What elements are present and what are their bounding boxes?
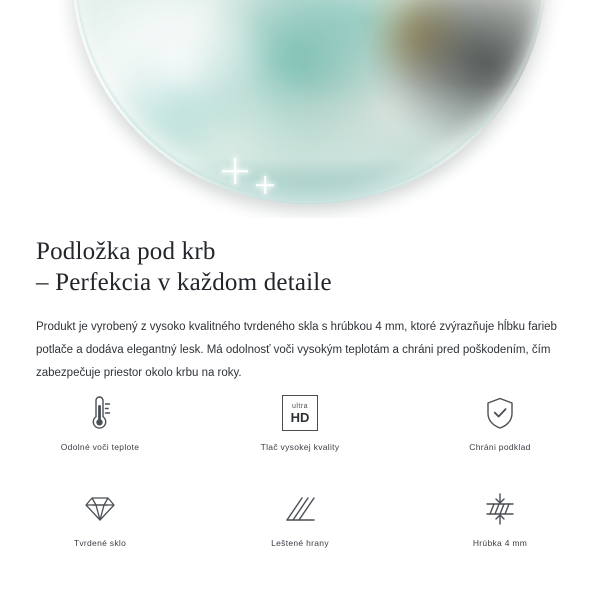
feature-label: Tlač vysokej kvality (260, 442, 340, 452)
shield-check-icon (483, 392, 517, 434)
feature-label: Leštené hrany (271, 538, 329, 548)
feature-item-heat-resistant (0, 392, 200, 468)
feature-item-print-quality (200, 392, 400, 468)
ultra-hd-icon (282, 392, 318, 434)
body-paragraph: Produkt je vyrobený z vysoko kvalitného tvrdeného skla s hrúbkou 4 mm, ktoré zvýrazňuje hĺbku farieb potlače a dodáva elegantný lesk. Má odolnosť voči vysokým teplotám a chráni pred poškodením, čím zabezpečuje priestor okolo krbu na roky. (36, 321, 557, 379)
badge-big-text: HD (290, 409, 310, 425)
feature-item-thickness (400, 488, 600, 564)
feature-item-tempered-glass (0, 488, 200, 564)
thickness-icon (480, 488, 520, 530)
headline-line-1: Podložka pod krb (36, 238, 216, 265)
badge-small-text: ultra (291, 402, 309, 410)
feature-label: Tvrdené sklo (73, 538, 127, 548)
feature-item-polished-edges (200, 488, 400, 564)
feature-item-surface-protection (400, 392, 600, 468)
headline-line-2: – Perfekcia v každom detaile (36, 269, 332, 296)
polished-edges-icon (282, 488, 318, 530)
feature-label: Hrúbka 4 mm (472, 538, 528, 548)
hero-image (0, 0, 600, 218)
diamond-icon (82, 488, 118, 530)
content-block (0, 218, 600, 385)
glass-board-disc (72, 0, 546, 204)
ultra-hd-badge (282, 395, 318, 431)
feature-label: Odolné voči teplote (60, 442, 140, 452)
page-title (0, 218, 600, 298)
feature-grid (0, 392, 600, 564)
thermometer-icon (83, 392, 117, 434)
feature-label: Chráni podklad (469, 442, 531, 452)
